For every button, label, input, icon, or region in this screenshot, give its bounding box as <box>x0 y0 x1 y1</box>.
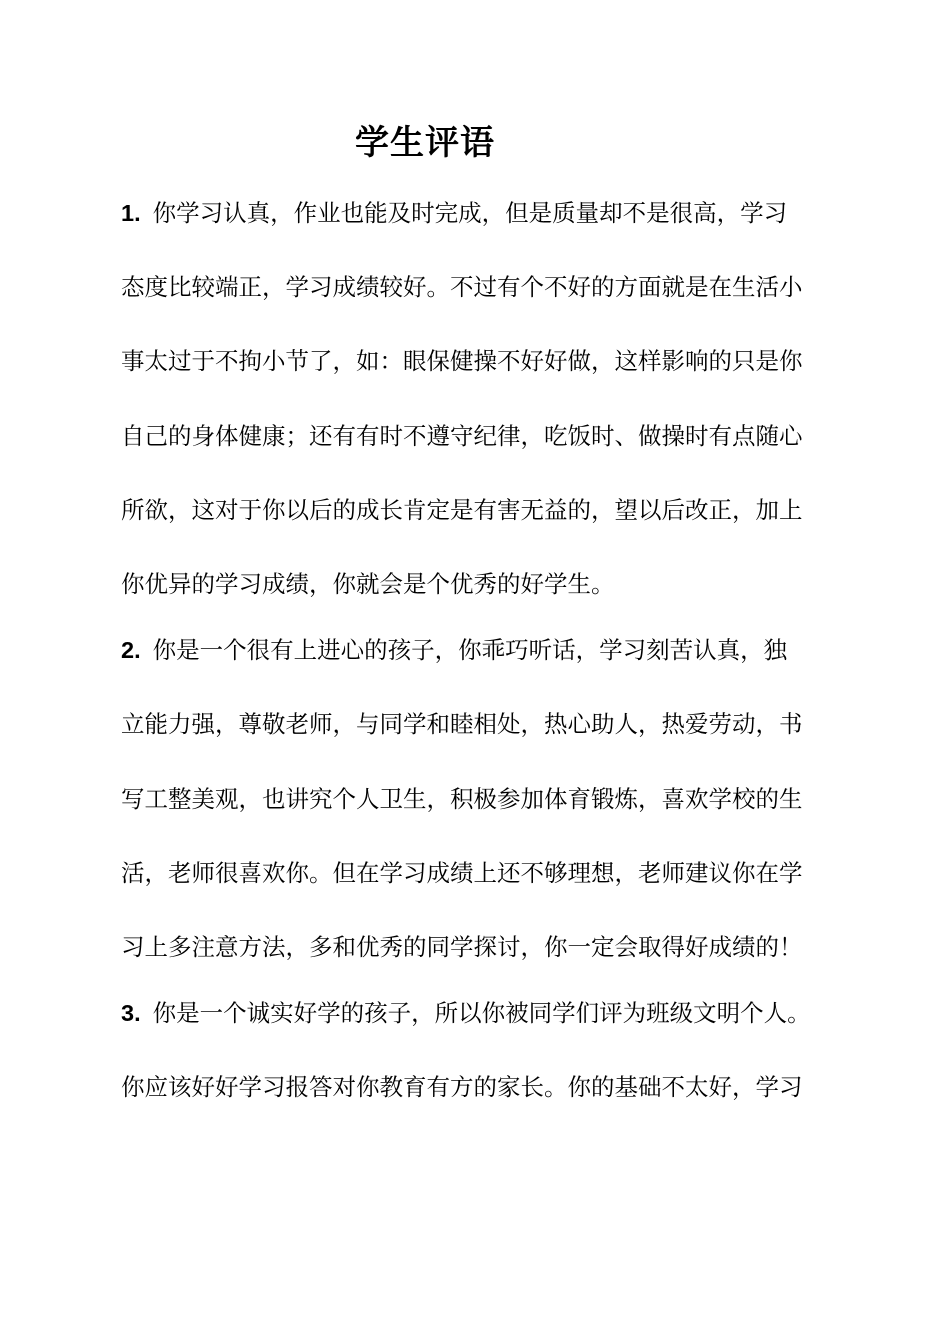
paragraph-1-line-2: 态度比较端正，学习成绩较好。不过有个不好的方面就是在生活小 <box>121 273 803 301</box>
paragraph-2-line-4: 活，老师很喜欢你。但在学习成绩上还不够理想，老师建议你在学 <box>121 859 803 887</box>
paragraph-3-line-2: 你应该好好学习报答对你教育有方的家长。你的基础不太好，学习 <box>121 1073 803 1101</box>
paragraph-2-text: 你是一个很有上进心的孩子，你乖巧听话，学习刻苦认真，独 <box>152 636 788 664</box>
paragraph-2-line-2: 立能力强，尊敬老师，与同学和睦相处，热心助人，热爱劳动，书 <box>121 710 803 738</box>
paragraph-1-line-1 <box>121 193 881 233</box>
paragraph-3-line-1 <box>121 993 881 1033</box>
paragraph-2-number: 2. <box>121 637 141 663</box>
paragraph-1-line-4: 自己的身体健康；还有有时不遵守纪律，吃饭时、做操时有点随心 <box>121 422 803 450</box>
paragraph-3-text: 你是一个诚实好学的孩子，所以你被同学们评为班级文明个人。 <box>152 999 811 1027</box>
paragraph-1-text: 你学习认真，作业也能及时完成，但是质量却不是很高，学习 <box>152 199 788 227</box>
paragraph-1-line-3: 事太过于不拘小节了，如：眼保健操不好好做，这样影响的只是你 <box>121 347 803 375</box>
paragraph-1-number: 1. <box>121 200 141 226</box>
paragraph-3-number: 3. <box>121 1000 141 1026</box>
paragraph-2-line-1 <box>121 630 881 670</box>
paragraph-1-line-5: 所欲，这对于你以后的成长肯定是有害无益的，望以后改正，加上 <box>121 496 803 524</box>
paragraph-2-line-5: 习上多注意方法，多和优秀的同学探讨，你一定会取得好成绩的！ <box>121 933 803 961</box>
paragraph-2-line-3: 写工整美观，也讲究个人卫生，积极参加体育锻炼，喜欢学校的生 <box>121 785 803 813</box>
paragraph-1-line-6: 你优异的学习成绩，你就会是个优秀的好学生。 <box>121 570 615 598</box>
document-title: 学生评语 <box>355 123 495 163</box>
